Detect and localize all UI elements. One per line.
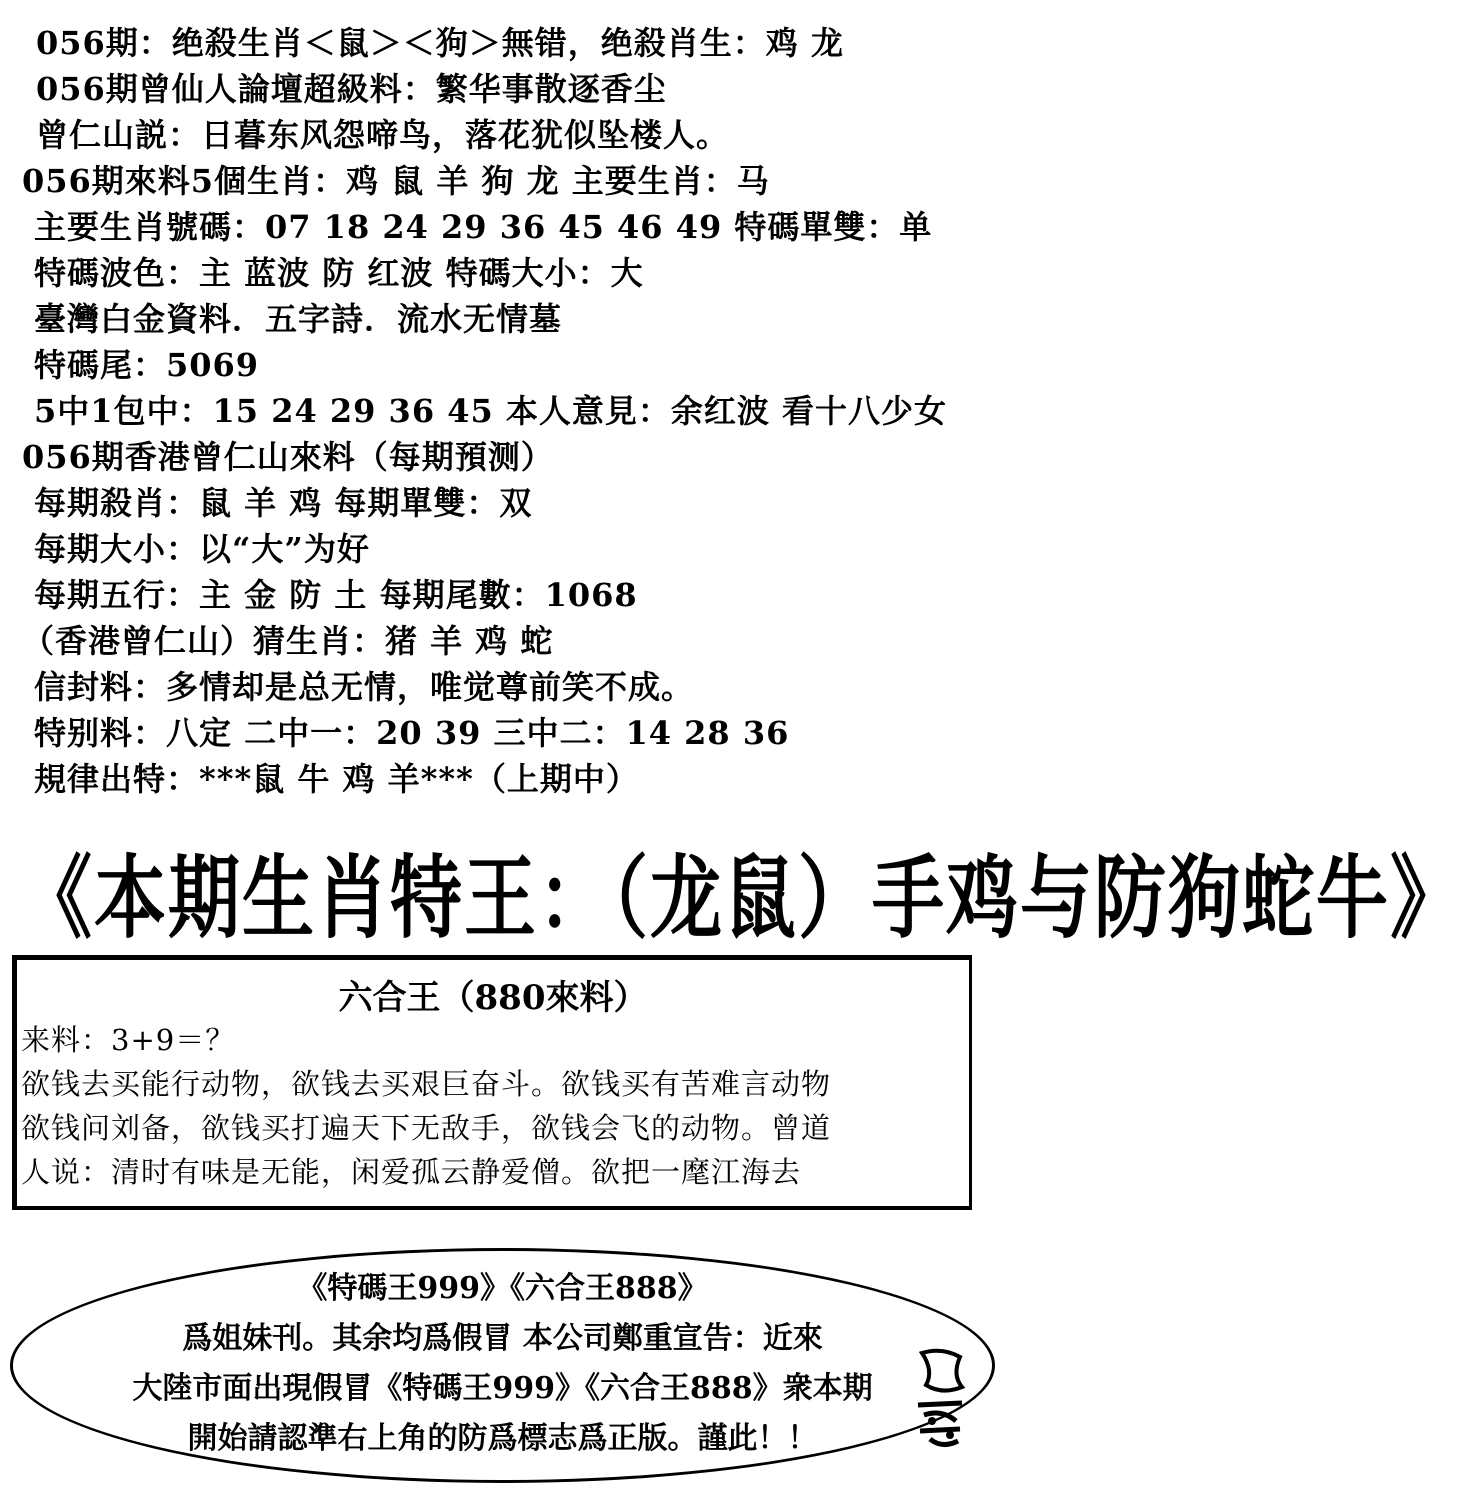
anti-counterfeit-seal-icon [912,1345,970,1455]
notice-line-3: 大陸市面出現假冒《特碼王999》《六合王888》衆本期 [132,1371,873,1406]
line-12: 每期大小：以“大”为好 [34,530,370,568]
line-6: 特碼波色：主 蓝波 防 红波 特碼大小：大 [34,254,644,292]
line-1: 056期：绝殺生肖＜鼠＞＜狗＞無错，绝殺肖生：鸡 龙 [36,24,844,62]
liuhe-box [12,955,972,1210]
line-10: 056期香港曾仁山來料（每期預测） [22,438,554,476]
line-5: 主要生肖號碼：07 18 24 29 36 45 46 49 特碼單雙：单 [34,208,933,246]
line-14: （香港曾仁山）猜生肖：猪 羊 鸡 蛇 [22,622,554,660]
line-4: 056期來料5個生肖：鸡 鼠 羊 狗 龙 主要生肖：马 [22,162,770,200]
line-11: 每期殺肖：鼠 羊 鸡 每期單雙：双 [34,484,533,522]
line-7: 臺灣白金資料．五字詩．流水无情墓 [34,300,563,338]
notice-line-1: 《特碼王999》《六合王888》 [297,1271,708,1306]
line-8: 特碼尾：5069 [34,346,260,384]
notice-line-4: 開始請認準右上角的防爲標志爲正版。謹此！！ [187,1421,818,1456]
box-line-2: 欲钱去买能行动物，欲钱去买艰巨奋斗。欲钱买有苦难言动物 [21,1067,832,1101]
box-line-1: 来料：3+9＝？ [21,1023,236,1057]
line-9: 5中1包中：15 24 29 36 45 本人意見：余红波 看十八少女 [34,392,948,430]
notice-line-2: 爲姐妹刊。其余均爲假冒 本公司鄭重宣告：近來 [182,1321,823,1356]
line-15: 信封料：多情却是总无情，唯觉尊前笑不成。 [34,668,695,706]
line-17: 規律出特：***鼠 牛 鸡 羊***（上期中） [34,760,639,798]
line-13: 每期五行：主 金 防 土 每期尾數：1068 [34,576,638,614]
box-title: 六合王（880來料） [338,978,648,1018]
notice-oval [10,1248,995,1483]
box-line-3: 欲钱问刘备，欲钱买打遍天下无敌手，欲钱会飞的动物。曾道 [21,1111,832,1145]
line-16: 特别料：八定 二中一：20 39 三中二：14 28 36 [34,714,790,752]
line-2: 056期曾仙人論壇超級料：繁华事散逐香尘 [36,70,667,108]
main-banner: 《本期生肖特王：（龙鼠）手鸡与防狗蛇牛》 [20,845,1464,950]
box-line-4: 人说：清时有味是无能，闲爱孤云静爱僧。欲把一麾江海去 [21,1155,802,1189]
line-3: 曾仁山説：日暮东风怨啼鸟，落花犹似坠楼人。 [36,116,730,154]
